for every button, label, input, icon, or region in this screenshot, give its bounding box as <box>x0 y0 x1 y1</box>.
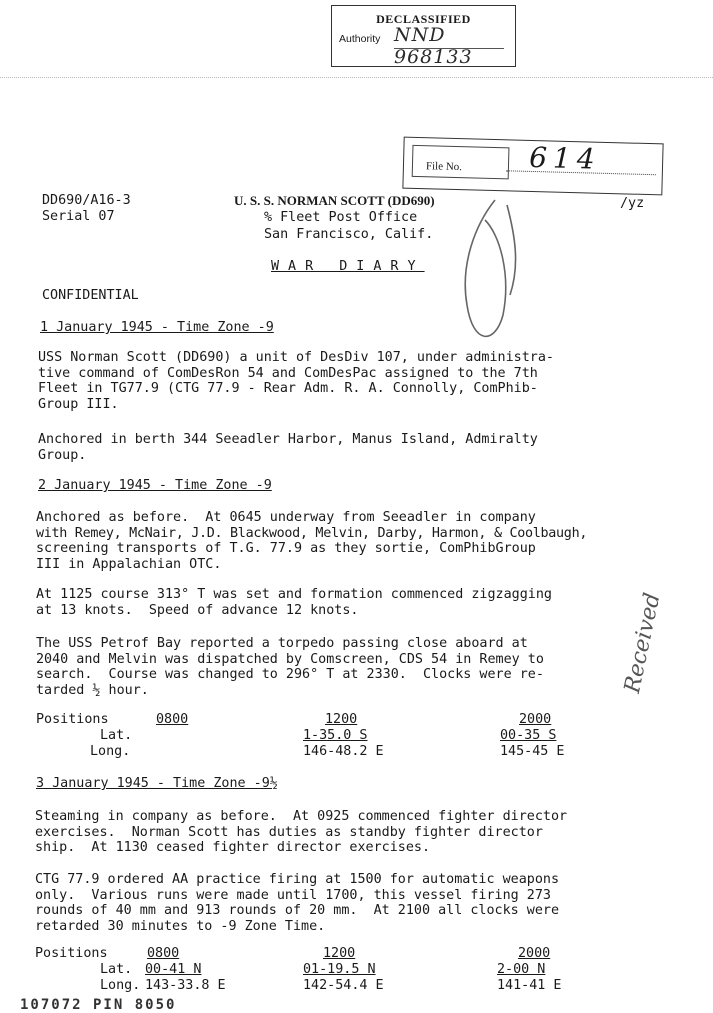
text-line: tarded ½ hour. <box>36 682 149 698</box>
entry-paragraph <box>35 809 567 856</box>
text-line: 2040 and Melvin was dispatched by Comscreen, CDS 54 in Remey to <box>36 651 544 667</box>
stamp-authority-label: Authority <box>339 33 381 45</box>
latitude-value: 1-35.0 S <box>303 728 368 743</box>
longitude-value: 142-54.4 E <box>303 978 384 993</box>
longitude-value: 146-48.2 E <box>303 744 384 759</box>
reference-code: DD690/A16-3 <box>42 193 131 208</box>
text-line: tive command of ComDesRon 54 and ComDesPac assigned to the 7th <box>38 365 538 381</box>
address-line-2: San Francisco, Calif. <box>264 227 434 242</box>
stamp-title: DECLASSIFIED <box>376 12 471 26</box>
latitude-value: 01-19.5 N <box>303 962 376 977</box>
text-line: Anchored as before. At 0645 underway from Seeadler in company <box>36 510 536 525</box>
text-line: Fleet in TG77.9 (CTG 77.9 - Rear Adm. R. A. Connolly, ComPhib- <box>38 381 538 396</box>
entry-paragraph <box>36 587 552 618</box>
file-stamp-number: 614 <box>528 140 602 176</box>
text-line: The USS Petrof Bay reported a torpedo passing close aboard at <box>36 636 528 651</box>
entry-heading: 3 January 1945 - Time Zone -9½ <box>36 776 278 791</box>
text-line: At 1125 course 313° T was set and formation commenced zigzagging <box>36 587 552 602</box>
latitude-label: Lat. <box>100 962 133 977</box>
scan-edge-line <box>0 77 713 78</box>
text-line: CTG 77.9 ordered AA practice firing at 1500 for automatic weapons <box>35 872 560 887</box>
latitude-value: 00-41 N <box>145 962 202 977</box>
longitude-value: 143-33.8 E <box>145 978 226 993</box>
text-line: III in Appalachian OTC. <box>36 556 222 572</box>
entry-paragraph <box>36 510 587 572</box>
text-line: search. Course was changed to 296° T at 2330. Clocks were re- <box>36 667 544 682</box>
time-header: 1200 <box>325 712 358 727</box>
margin-handwritten-signature: Received <box>620 590 666 696</box>
entry-heading: 1 January 1945 - Time Zone -9 <box>40 320 274 335</box>
text-line: Steaming in company as before. At 0925 commenced fighter director <box>35 809 568 824</box>
entry-heading: 2 January 1945 - Time Zone -9 <box>38 478 272 493</box>
text-line: only. Various runs were made until 1700, this vessel firing 273 <box>35 887 551 903</box>
time-header: 2000 <box>518 946 551 961</box>
file-stamp-label: File No. <box>425 160 463 174</box>
serial-number: Serial 07 <box>42 209 115 224</box>
classification: CONFIDENTIAL <box>42 288 139 303</box>
stamp-underline <box>394 48 504 49</box>
handwritten-mark <box>455 195 535 355</box>
longitude-value: 145-45 E <box>500 744 565 759</box>
entry-paragraph <box>35 872 559 934</box>
longitude-label: Long. <box>100 978 141 993</box>
text-line: USS Norman Scott (DD690) a unit of DesDiv 107, under administra- <box>38 350 554 365</box>
typist-initials: /yz <box>620 196 645 211</box>
entry-paragraph <box>38 432 538 463</box>
time-header: 1200 <box>323 946 356 961</box>
longitude-value: 141-41 E <box>497 978 562 993</box>
text-line: at 13 knots. Speed of advance 12 knots. <box>36 602 359 618</box>
latitude-value: 2-00 N <box>497 962 546 977</box>
footer-document-code: 107072 PIN 8050 <box>20 997 177 1013</box>
text-line: Group. <box>38 447 87 463</box>
text-line: rounds of 40 mm and 913 rounds of 20 mm. At 2100 all clocks were <box>35 903 560 918</box>
latitude-value: 00-35 S <box>500 728 557 743</box>
declassified-stamp <box>331 5 516 67</box>
text-line: Anchored in berth 344 Seeadler Harbor, Manus Island, Admiralty <box>38 432 538 447</box>
time-header: 2000 <box>519 712 552 727</box>
text-line: retarded 30 minutes to -9 Zone Time. <box>35 918 326 934</box>
longitude-label: Long. <box>90 744 131 759</box>
entry-paragraph <box>38 350 554 412</box>
positions-label: Positions <box>35 946 108 961</box>
file-number-stamp <box>402 137 663 196</box>
text-line: screening transports of T.G. 77.9 as they sortie, ComPhibGroup <box>36 541 536 556</box>
text-line: Group III. <box>38 396 119 412</box>
entry-paragraph <box>36 636 544 698</box>
text-line: exercises. Norman Scott has duties as standby fighter director <box>35 824 543 840</box>
document-title: WAR DIARY <box>271 259 425 274</box>
time-header: 0800 <box>156 712 189 727</box>
address-line-1: % Fleet Post Office <box>264 210 418 225</box>
stamp-authority-value: NND 968133 <box>394 24 473 68</box>
positions-label: Positions <box>36 712 109 727</box>
time-header: 0800 <box>147 946 180 961</box>
ship-name: U. S. S. NORMAN SCOTT (DD690) <box>234 193 435 208</box>
text-line: with Remey, McNair, J.D. Blackwood, Melvin, Darby, Harmon, & Coolbaugh, <box>36 525 588 541</box>
text-line: ship. At 1130 ceased fighter director exercises. <box>35 840 431 855</box>
latitude-label: Lat. <box>100 728 133 743</box>
